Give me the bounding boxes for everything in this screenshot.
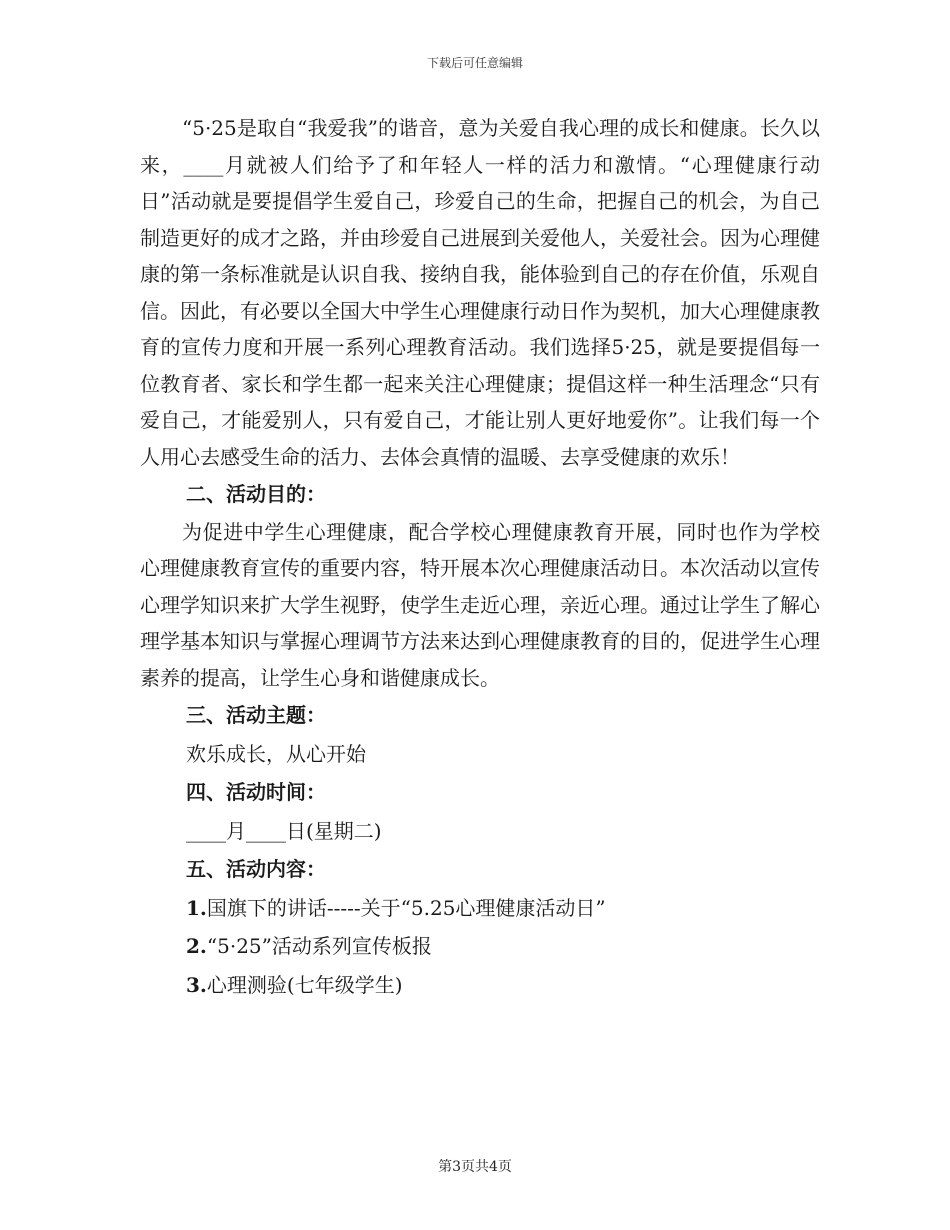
page-footer: 第3页共4页 bbox=[438, 1159, 512, 1175]
theme-heading: 三、活动主题： bbox=[186, 703, 326, 727]
time-text: ____月____日(星期二) bbox=[186, 818, 382, 843]
intro-paragraph: “5·25是取自“我爱我”的谐音，意为关爱自我心理的成长和健康。长久以来，____月就被人们给予了和年轻人一样的活力和激情。“心理健康行动日”活动就是要提倡学生爱自己，珍爱自己的生命，把握自己的机会，为自己制造更好的成才之路，并由珍爱自己进展到关爱他人，关爱社会。因为心理健康的第一条标准就是认识自我、接纳自我，能体验到自己的存在价值，乐观自信。因此，有必要以全国大中学生心理健康行动日作为契机，加大心理健康教育的宣传力度和开展一系列心理教育活动。我们选择5·25，就是要提倡每一位教育者、家长和学生都一起来关注心理健康；提倡这样一种生活理念“只有爱自己，才能爱别人，只有爱自己，才能让别人更好地爱你”。让我们每一个人用心去感受生命的活力、去体会真情的温暖、去享受健康的欢乐！ bbox=[140, 116, 820, 469]
list-item-number: 2. bbox=[186, 934, 207, 958]
list-item bbox=[140, 889, 820, 928]
purpose-paragraph: 为促进中学生心理健康，配合学校心理健康教育开展，同时也作为学校心理健康教育宣传的重要内容，特开展本次心理健康活动日。本次活动以宣传心理学知识来扩大学生视野，使学生走近心理，亲近心理。通过让学生了解心理学基本知识与掌握心理调节方法来达到心理健康教育的目的，促进学生心理素养的提高，让学生心身和谐健康成长。 bbox=[140, 519, 820, 690]
list-item bbox=[140, 927, 820, 966]
list-item-text: “5·25”活动系列宣传板报 bbox=[206, 934, 432, 958]
list-item-number: 3. bbox=[186, 972, 207, 997]
theme-text: 欢乐成长，从心开始 bbox=[186, 741, 366, 766]
list-item-text: 国旗下的讲话-----关于“5.25心理健康活动日” bbox=[206, 895, 606, 920]
page-header: 下载后可任意编辑 bbox=[426, 56, 523, 70]
list-item bbox=[140, 966, 820, 1005]
purpose-heading: 二、活动目的： bbox=[186, 482, 326, 506]
content-heading: 五、活动内容： bbox=[186, 857, 326, 881]
list-item-text: 心理测验(七年级学生) bbox=[206, 972, 403, 997]
time-heading: 四、活动时间： bbox=[186, 780, 326, 804]
document-body bbox=[140, 110, 820, 1004]
list-item-number: 1. bbox=[186, 895, 207, 920]
